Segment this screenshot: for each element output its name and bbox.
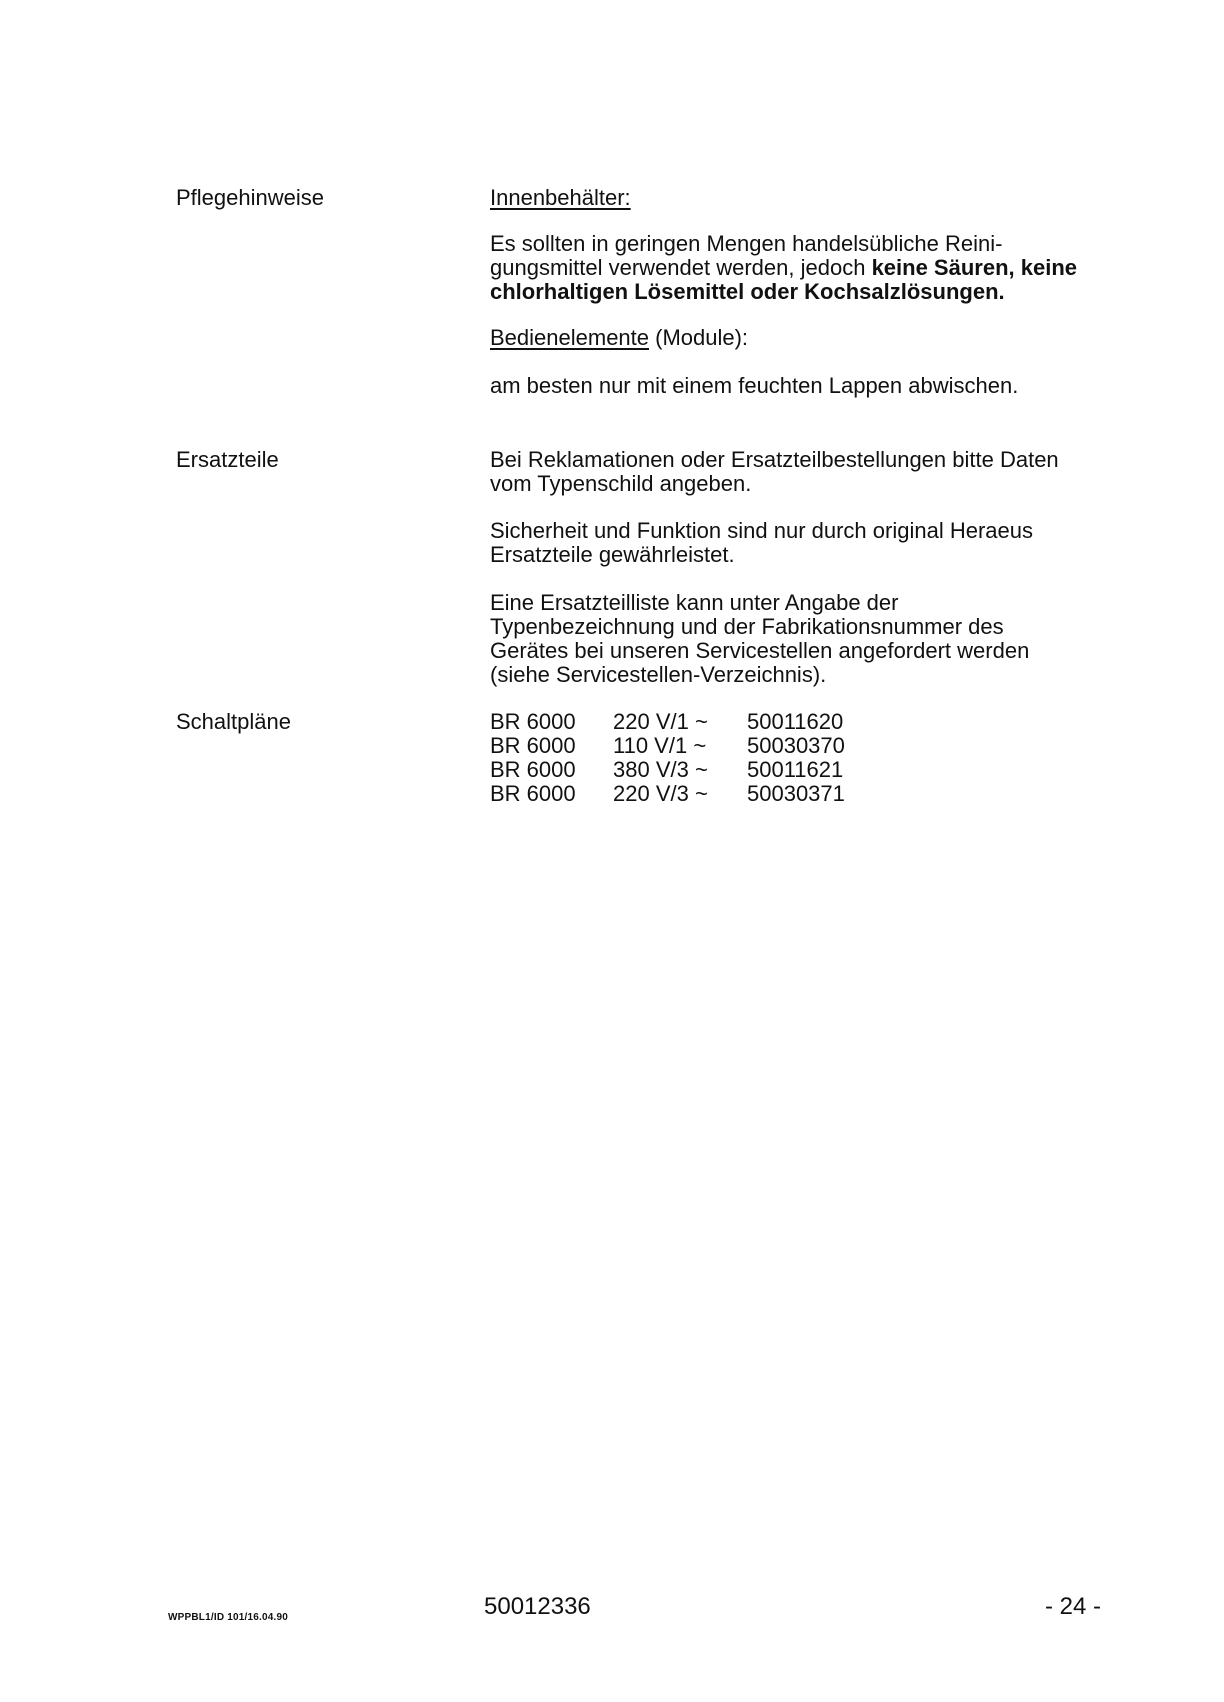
wiring-diagram-table <box>490 710 845 806</box>
wiring-number: 50030370 <box>747 733 845 758</box>
spare-p2-line-2: Ersatzteile gewährleistet. <box>490 542 735 567</box>
spare-p3-line-2: Typenbezeichnung und der Fabrikationsnummer des <box>490 614 1004 639</box>
spare-parts-paragraph-1 <box>490 448 1130 496</box>
care-inner-line-2-bold: keine Säuren, keine <box>871 255 1077 280</box>
spare-p3-line-4: (siehe Servicestellen-Verzeichnis). <box>490 662 827 687</box>
footer-page-number: - 24 - <box>1045 1593 1102 1620</box>
spare-p2-line-1: Sicherheit und Funktion sind nur durch original Heraeus <box>490 518 1033 543</box>
controls-heading-suffix: (Module): <box>649 325 749 350</box>
spare-p1-line-1: Bei Reklamationen oder Ersatzteilbestellungen bitte Daten <box>490 447 1059 472</box>
care-inner-line-2-normal: gungsmittel verwendet werden, jedoch <box>490 255 872 280</box>
table-row <box>490 734 845 758</box>
spare-p3-line-1: Eine Ersatzteilliste kann unter Angabe der <box>490 590 899 615</box>
footer-doc-code: WPPBL1/ID 101/16.04.90 <box>168 1612 289 1623</box>
care-inner-paragraph <box>490 232 1130 304</box>
controls-heading-row <box>490 326 1130 350</box>
spare-p3-line-3: Gerätes bei unseren Servicestellen angefordert werden <box>490 638 1030 663</box>
table-row <box>490 710 845 734</box>
wiring-number: 50030371 <box>747 781 845 806</box>
care-inner-line-3-bold: chlorhaltigen Lösemittel oder Kochsalzlösungen. <box>490 279 1005 304</box>
wiring-model: BR 6000 <box>490 709 576 734</box>
wiring-voltage: 220 V/1 ~ <box>613 709 708 734</box>
footer-doc-number: 50012336 <box>484 1593 591 1620</box>
table-row <box>490 758 845 782</box>
section-label-wiring: Schaltpläne <box>176 709 291 734</box>
wiring-model: BR 6000 <box>490 757 576 782</box>
controls-heading: Bedienelemente <box>490 325 650 350</box>
wiring-voltage: 380 V/3 ~ <box>613 757 708 782</box>
wiring-voltage: 220 V/3 ~ <box>613 781 708 806</box>
section-label-care: Pflegehinweise <box>176 185 324 210</box>
wiring-model: BR 6000 <box>490 733 576 758</box>
spare-parts-paragraph-3 <box>490 591 1130 687</box>
wiring-number: 50011621 <box>747 757 844 782</box>
wiring-voltage: 110 V/1 ~ <box>613 733 707 758</box>
care-inner-line-1: Es sollten in geringen Mengen handelsübliche Reini- <box>490 231 1003 256</box>
table-row <box>490 782 845 806</box>
section-label-spare-parts: Ersatzteile <box>176 447 279 472</box>
care-content <box>490 186 1130 210</box>
spare-parts-paragraph-2 <box>490 519 1130 567</box>
inner-container-heading: Innenbehälter: <box>490 185 631 210</box>
wiring-number: 50011620 <box>747 709 844 734</box>
wiring-model: BR 6000 <box>490 781 576 806</box>
controls-text-block <box>490 374 1130 398</box>
controls-text: am besten nur mit einem feuchten Lappen abwischen. <box>490 373 1019 398</box>
spare-p1-line-2: vom Typenschild angeben. <box>490 471 752 496</box>
